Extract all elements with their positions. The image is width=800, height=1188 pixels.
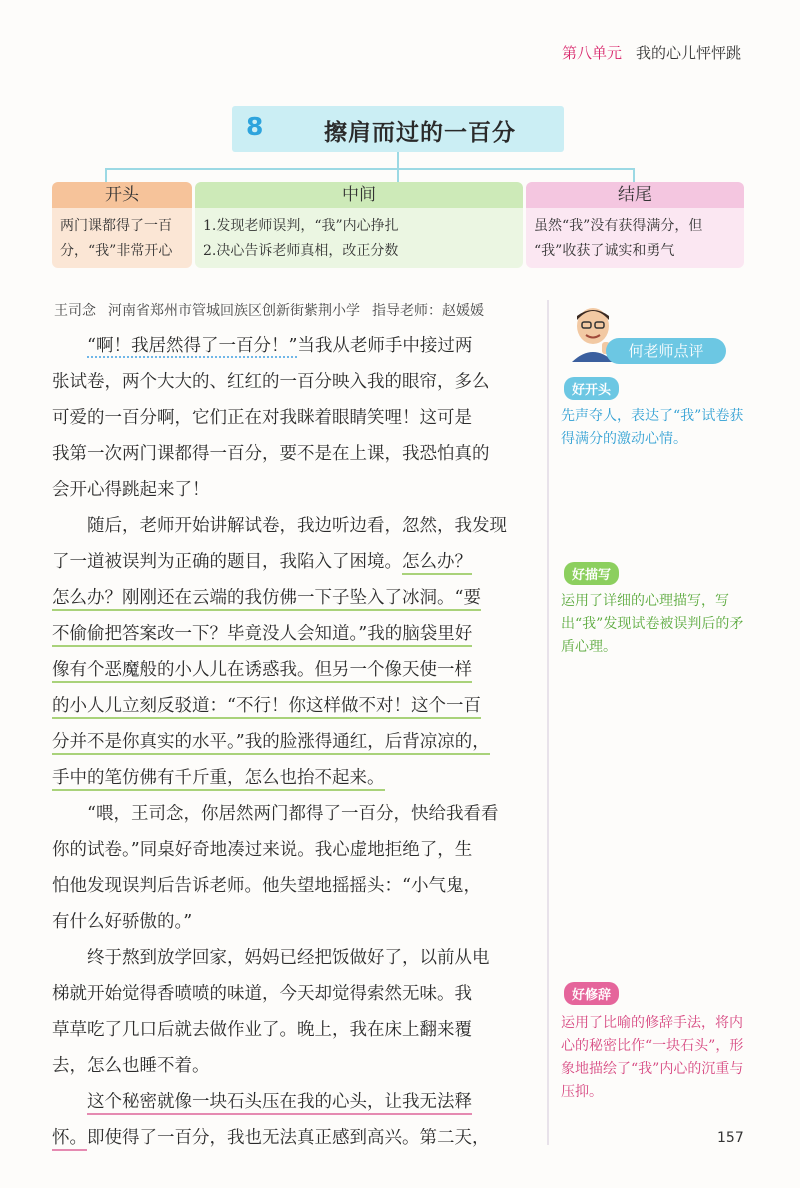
essay-line: 梯就开始觉得香喷喷的味道，今天却觉得索然无味。我 — [52, 984, 472, 1004]
essay-line: 张试卷，两个大大的、红红的一百分映入我的眼帘，多么 — [52, 372, 490, 392]
highlight-description: 像有个恶魔般的小人儿在诱惑我。但另一个像天使一样 — [52, 660, 472, 683]
outline-end-heading: 结尾 — [526, 182, 744, 208]
outline-middle-body — [195, 208, 523, 268]
essay-body — [52, 328, 532, 1156]
comment-tag-good-description: 好描写 — [564, 562, 619, 585]
highlight-rhetoric: 怀。 — [52, 1128, 87, 1151]
outline-line: “我”收获了诚实和勇气 — [534, 243, 675, 259]
highlight-description: 怎么办？刚刚还在云端的我仿佛一下子坠入了冰洞。“要 — [52, 588, 481, 611]
essay-line: 会开心得跳起来了！ — [52, 480, 210, 500]
essay-line — [52, 328, 532, 364]
essay-line — [52, 688, 532, 724]
essay-line — [52, 580, 532, 616]
author-teacher: 指导老师：赵媛媛 — [372, 303, 484, 319]
essay-line: 可爱的一百分啊，它们正在对我眯着眼睛笑哩！这可是 — [52, 408, 472, 428]
essay-line: 我第一次两门课都得一百分，要不是在上课，我恐怕真的 — [52, 444, 490, 464]
essay-line: 怕他发现误判后告诉老师。他失望地摇摇头：“小气鬼， — [52, 876, 481, 896]
outline-start-heading: 开头 — [52, 182, 192, 208]
essay-line: “喂，王司念，你居然两门都得了一百分，快给我看看 — [87, 804, 499, 824]
essay-line: 草草吃了几口后就去做作业了。晚上，我在床上翻来覆 — [52, 1020, 472, 1040]
page-number: 157 — [717, 1130, 744, 1146]
essay-line: 随后，老师开始讲解试卷，我边听边看，忽然，我发现 — [87, 516, 507, 536]
comment-tag-good-opening: 好开头 — [564, 377, 619, 400]
highlight-rhetoric: 这个秘密就像一块石头压在我的心头，让我无法释 — [87, 1092, 472, 1115]
outline-connector-leg — [105, 168, 107, 182]
comment-good-opening: 先声夺人，表达了“我”试卷获得满分的激动心情。 — [561, 408, 744, 447]
lesson-number: 8 — [246, 112, 264, 141]
outline-start — [52, 182, 192, 268]
unit-title: 我的心儿怦怦跳 — [636, 44, 742, 62]
teacher-review-badge: 何老师点评 — [606, 338, 726, 364]
outline-line: 两门课都得了一百 — [60, 218, 172, 234]
highlight-description: 分并不是你真实的水平。”我的脸涨得通红，后背凉凉的， — [52, 732, 490, 755]
essay-line — [52, 616, 532, 652]
outline-line: 虽然“我”没有获得满分，但 — [534, 218, 703, 234]
sidebar-divider — [547, 300, 549, 1145]
essay-line — [52, 1084, 532, 1120]
author-name: 王司念 — [54, 303, 96, 319]
comment-good-rhetoric: 运用了比喻的修辞手法，将内心的秘密比作“一块石头”，形象地描绘了“我”内心的沉重与压抑。 — [561, 1015, 744, 1100]
outline-line: 1.发现老师误判，“我”内心挣扎 — [203, 218, 399, 234]
running-header — [562, 42, 741, 63]
essay-line — [52, 724, 532, 760]
essay-text: 即使得了一百分，我也无法真正感到高兴。第二天， — [87, 1128, 490, 1148]
outline-connector-leg — [397, 168, 399, 182]
highlight-description: 的小人儿立刻反驳道：“不行！你这样做不对！这个一百 — [52, 696, 481, 719]
outline-middle — [195, 182, 523, 268]
essay-line: 去，怎么也睡不着。 — [52, 1056, 210, 1076]
outline-end — [526, 182, 744, 268]
highlight-description: 怎么办？ — [402, 552, 472, 575]
essay-text: 了一道被误判为正确的题目，我陷入了困境。 — [52, 552, 402, 572]
essay-text: 当我从老师手中接过两 — [297, 336, 473, 356]
essay-line — [52, 1120, 532, 1156]
outline-middle-heading: 中间 — [195, 182, 523, 208]
outline-line: 2.决心告诉老师真相，改正分数 — [203, 243, 399, 259]
outline-start-body — [52, 208, 192, 268]
outline-end-body — [526, 208, 744, 268]
lesson-title: 擦肩而过的一百分 — [324, 120, 516, 146]
highlight-opening: “啊！我居然得了一百分！” — [87, 336, 298, 356]
essay-line: 有什么好骄傲的。” — [52, 912, 193, 932]
highlight-description: 手中的笔仿佛有千斤重，怎么也抬不起来。 — [52, 768, 385, 791]
outline-connector-leg — [633, 168, 635, 182]
comment-tag-good-rhetoric: 好修辞 — [564, 982, 619, 1005]
outline-connector-bar — [105, 168, 635, 170]
outline-line: 分，“我”非常开心 — [60, 243, 173, 259]
comment-good-description: 运用了详细的心理描写，写出“我”发现试卷被误判后的矛盾心理。 — [561, 593, 744, 655]
essay-line — [52, 544, 532, 580]
essay-line — [52, 760, 532, 796]
lesson-title-box — [232, 106, 564, 152]
essay-line: 你的试卷。”同桌好奇地凑过来说。我心虚地拒绝了，生 — [52, 840, 473, 860]
essay-line — [52, 652, 532, 688]
author-line — [54, 300, 496, 320]
author-school: 河南省郑州市管城回族区创新街紫荆小学 — [108, 303, 360, 319]
highlight-description: 不偷偷把答案改一下？毕竟没人会知道。”我的脑袋里好 — [52, 624, 472, 647]
essay-line: 终于熬到放学回家，妈妈已经把饭做好了，以前从电 — [87, 948, 490, 968]
unit-label: 第八单元 — [562, 44, 623, 62]
